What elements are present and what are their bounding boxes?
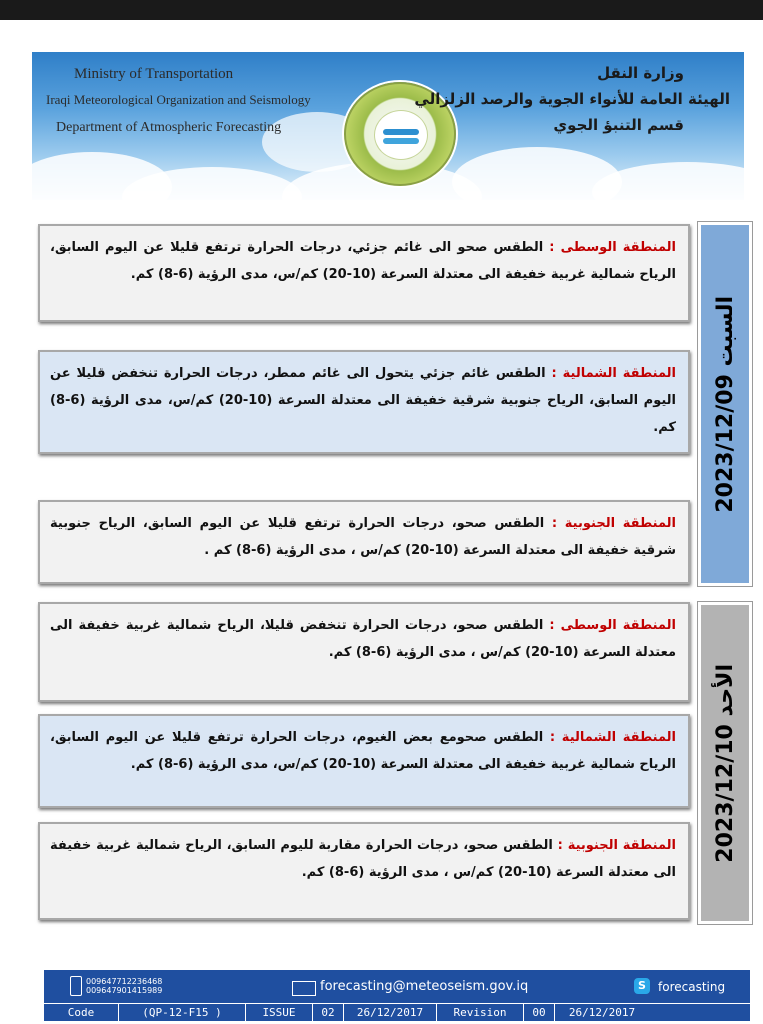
forecast-text: الطقس صحو، درجات الحرارة تنخفض قليلا، الرياح شمالية غربية خفيفة الى معتدلة السرعة (10-20) كم/س ، مدى الرؤية (6-8) كم. bbox=[50, 618, 676, 660]
english-department-title: Department of Atmospheric Forecasting bbox=[56, 120, 282, 135]
phone-numbers bbox=[86, 977, 162, 995]
revision-date: 26/12/2017 bbox=[568, 1006, 636, 1019]
forecast-box-day2-south bbox=[38, 822, 690, 920]
date-bar-sunday bbox=[698, 602, 752, 924]
code-label: Code bbox=[44, 1004, 119, 1021]
phone-icon bbox=[70, 976, 82, 996]
english-ministry-title: Ministry of Transportation bbox=[74, 66, 234, 82]
footer-bar bbox=[44, 970, 750, 1020]
forecast-box-day1-south bbox=[38, 500, 690, 584]
revision-number: 00 bbox=[524, 1004, 555, 1021]
code-value: (QP-12-F15 ) bbox=[119, 1004, 246, 1021]
forecast-box-day1-central bbox=[38, 224, 690, 322]
phone-number-1: 009647712236468 bbox=[86, 977, 163, 986]
envelope-icon bbox=[292, 981, 316, 996]
region-label: المنطقة الشمالية : bbox=[551, 366, 677, 381]
forecast-box-day2-central bbox=[38, 602, 690, 702]
issue-number: 02 bbox=[313, 1004, 344, 1021]
phone-number-2: 009647901415989 bbox=[86, 986, 163, 995]
arabic-organization-title: الهيئة العامة للأنواء الجوية والرصد الزلزالي bbox=[414, 90, 730, 108]
forecast-box-day2-north bbox=[38, 714, 690, 808]
skype-handle[interactable]: forecasting bbox=[658, 980, 726, 994]
arabic-ministry-title: وزارة النقل bbox=[597, 64, 684, 82]
region-label: المنطقة الشمالية : bbox=[549, 730, 677, 745]
forecast-text: الطقس غائم جزئي يتحول الى غائم ممطر، درجات الحرارة تنخفض قليلا عن اليوم السابق، الرياح جنوبية شرقية خفيفة الى معتدلة السرعة (10-20) كم/س، مدى الرؤية (6-8) كم. bbox=[50, 366, 677, 435]
forecast-text: الطقس صحو الى غائم جزئي، درجات الحرارة ترتفع قليلا عن اليوم السابق، الرياح شمالية غربية خفيفة الى معتدلة السرعة (10-20) كم/س، مدى الرؤية (6-8) كم. bbox=[50, 240, 676, 282]
forecast-box-day1-north bbox=[38, 350, 690, 454]
english-organization-title: Iraqi Meteorological Organization and Seismology bbox=[46, 92, 311, 107]
region-label: المنطقة الوسطى : bbox=[549, 240, 676, 255]
email-address[interactable]: forecasting@meteoseism.gov.iq bbox=[320, 979, 529, 994]
issue-date: 26/12/2017 bbox=[344, 1004, 437, 1021]
footer-document-code-row bbox=[44, 1003, 750, 1021]
date-label-saturday: السبت 2023/12/09 bbox=[712, 295, 738, 513]
arabic-department-title: قسم التنبؤ الجوي bbox=[553, 116, 684, 134]
forecast-text: الطقس صحو، درجات الحرارة ترتفع قليلا عن اليوم السابق، الرياح جنوبية شرقية خفيفة الى معتدلة السرعة (10-20) كم/س ، مدى الرؤية (6-8) كم . bbox=[50, 516, 676, 558]
region-label: المنطقة الوسطى : bbox=[549, 618, 676, 633]
revision-label: Revision bbox=[437, 1004, 524, 1021]
forecast-text: الطقس صحو، درجات الحرارة مقاربة لليوم السابق، الرياح شمالية غربية خفيفة الى معتدلة السرعة (10-20) كم/س ، مدى الرؤية (6-8) كم. bbox=[50, 838, 676, 880]
skype-icon: S bbox=[634, 978, 650, 994]
date-bar-saturday bbox=[698, 222, 752, 586]
top-dark-bar bbox=[0, 0, 763, 20]
region-label: المنطقة الجنوبية : bbox=[551, 516, 677, 531]
forecast-text: الطقس صحومع بعض الغيوم، درجات الحرارة ترتفع قليلا عن اليوم السابق، الرياح شمالية غربية خفيفة الى معتدلة السرعة (10-20) كم/س، مدى الرؤية (6-8) كم. bbox=[50, 730, 676, 772]
footer-contact-row bbox=[44, 970, 750, 1002]
issue-label: ISSUE bbox=[246, 1004, 313, 1021]
header-banner bbox=[32, 52, 744, 200]
region-label: المنطقة الجنوبية : bbox=[557, 838, 677, 853]
date-label-sunday: الأحد 2023/12/10 bbox=[712, 663, 738, 863]
